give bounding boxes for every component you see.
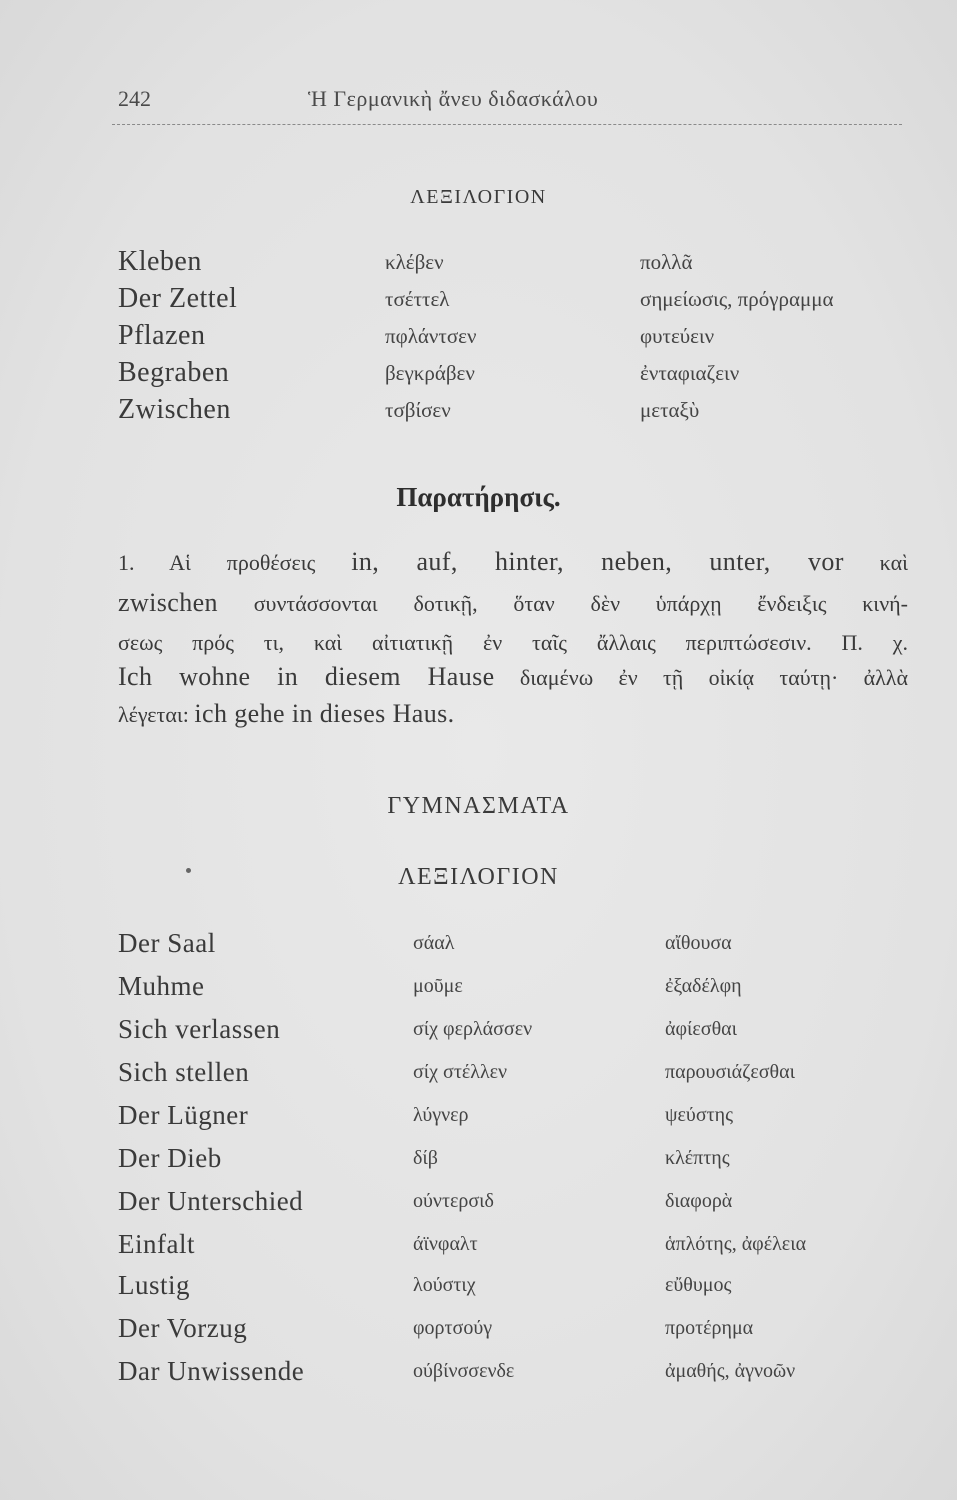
german-word: Der Dieb [118, 1143, 222, 1173]
german-word: Kleben [118, 246, 202, 277]
transcription: μοῦμε [413, 975, 463, 997]
german-word: Lustig [118, 1270, 191, 1300]
greek-text: διαμένω ἐν τῇ οἰκίᾳ ταύτῃ· ἀλλὰ [494, 665, 909, 690]
transcription: φορτσούγ [413, 1317, 493, 1339]
transcription: λύγνερ [413, 1104, 469, 1126]
greek-text: σεως πρός τι, καὶ αἰτιατικῇ ἐν ταῖς ἄλλαις περιπτώσεσιν. Π. χ. [118, 630, 908, 655]
vocab-row [0, 928, 957, 966]
running-head [118, 86, 908, 120]
german-word: Der Saal [118, 928, 216, 958]
greek-meaning: ψεύστης [665, 1104, 734, 1126]
greek-meaning: αἴθουσα [665, 932, 732, 954]
vocab-row [0, 1186, 957, 1224]
greek-meaning: ἐνταφιαζειν [640, 361, 740, 385]
german-word: Begraben [118, 357, 230, 388]
german-word: Einfalt [118, 1229, 195, 1259]
german-word: Muhme [118, 971, 205, 1001]
greek-meaning: κλέπτης [665, 1147, 730, 1169]
vocab-heading: ΛΕΞΙΛΟΓΙΟΝ [410, 186, 547, 208]
paragraph-line [118, 662, 908, 698]
german-word: Der Unterschied [118, 1186, 304, 1216]
vocab-row [0, 1143, 957, 1181]
german-word: Sich stellen [118, 1057, 250, 1087]
greek-meaning: ἐξαδέλφη [665, 975, 742, 997]
page-number: 242 [118, 86, 151, 111]
vocab-row [0, 283, 957, 321]
greek-text: καὶ [843, 550, 909, 575]
transcription: βεγκράβεν [385, 361, 475, 385]
german-word: Der Vorzug [118, 1313, 248, 1343]
transcription: σάαλ [413, 932, 455, 954]
greek-meaning: πολλᾶ [640, 250, 693, 274]
vocab-row [0, 320, 957, 358]
paragraph-line [118, 547, 908, 583]
vocab-row [0, 1356, 957, 1394]
german-word: Der Zettel [118, 283, 238, 314]
vocab-row [0, 1313, 957, 1351]
greek-meaning: φυτεύειν [640, 324, 715, 348]
transcription: λούστιχ [413, 1274, 476, 1296]
transcription: δίβ [413, 1147, 438, 1169]
german-word: Sich verlassen [118, 1014, 281, 1044]
german-text: Ich wohne in diesem Hause [118, 662, 495, 691]
transcription: πφλάντσεν [385, 324, 477, 348]
german-word: Pflazen [118, 320, 206, 351]
german-word: Der Lügner [118, 1100, 249, 1130]
vocab-row [0, 394, 957, 432]
greek-text: λέγεται: [118, 702, 195, 727]
transcription: σίχ φερλάσσεν [413, 1018, 533, 1040]
greek-meaning: προτέρημα [665, 1317, 754, 1339]
vocab-row [0, 357, 957, 395]
exercises-heading: ΓΥΜΝΑΣΜΑΤΑ [387, 793, 570, 819]
vocab-row [0, 246, 957, 284]
paragraph-line [118, 588, 908, 624]
vocab-row [0, 1100, 957, 1138]
transcription: ούβίνσσενδε [413, 1360, 515, 1382]
transcription: άϊνφαλτ [413, 1233, 478, 1255]
german-text: ich gehe in dieses Haus. [194, 699, 455, 728]
greek-meaning: ἀμαθής, ἀγνοῶν [665, 1360, 796, 1382]
transcription: τσέττελ [385, 287, 450, 311]
transcription: ούντερσιδ [413, 1190, 494, 1212]
transcription: τσβίσεν [385, 398, 451, 422]
running-title: Ἡ Γερμανικὴ ἄνευ διδασκάλου [308, 86, 599, 111]
greek-meaning: ἀφίεσθαι [665, 1018, 738, 1040]
greek-text: 1. Αἱ προθέσεις [118, 550, 352, 575]
header-rule [112, 124, 902, 125]
transcription: κλέβεν [385, 250, 444, 274]
greek-meaning: παρουσιάζεσθαι [665, 1061, 795, 1083]
paragraph-line [118, 627, 908, 663]
german-text: zwischen [118, 588, 218, 617]
german-text: in, auf, hinter, neben, unter, vor [351, 547, 844, 576]
vocab-row [0, 971, 957, 1009]
greek-text: συντάσσονται δοτικῇ, ὅταν δὲν ὑπάρχῃ ἔνδειξις κινή- [217, 591, 908, 616]
greek-meaning: σημείωσις, πρόγραμμα [640, 287, 834, 311]
vocab-row [0, 1229, 957, 1267]
vocab-row [0, 1057, 957, 1095]
observation-title: Παρατήρησις. [396, 482, 561, 512]
vocab-row [0, 1014, 957, 1052]
vocab-heading: ΛΕΞΙΛΟΓΙΟΝ [398, 864, 559, 890]
greek-meaning: μεταξὺ [640, 398, 700, 422]
german-word: Zwischen [118, 394, 231, 425]
transcription: σίχ στέλλεν [413, 1061, 508, 1083]
paragraph-line [118, 699, 908, 735]
greek-meaning: διαφορὰ [665, 1190, 733, 1212]
german-word: Dar Unwissende [118, 1356, 305, 1386]
greek-meaning: ἁπλότης, ἀφέλεια [665, 1233, 807, 1255]
greek-meaning: εὔθυμος [665, 1274, 732, 1296]
vocab-row [0, 1270, 957, 1308]
